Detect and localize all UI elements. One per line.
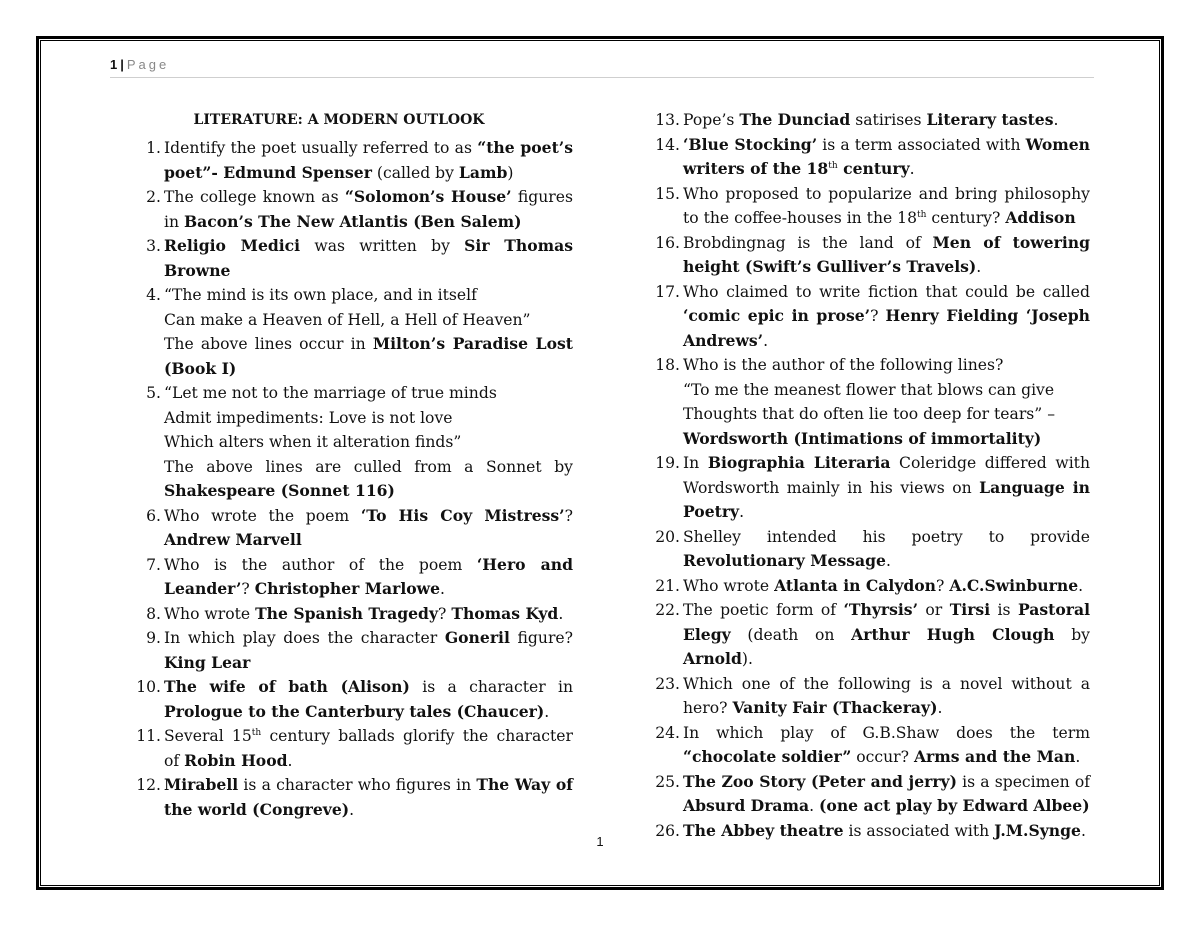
answer-text: ‘Thyrsis’ [843, 600, 919, 619]
item-number: 3. [146, 237, 161, 255]
answer-text: Christopher Marlowe [254, 579, 441, 598]
question-text: ? [438, 604, 452, 623]
item-number: 5. [146, 384, 161, 402]
list-item [135, 185, 573, 234]
item-number: 21. [655, 576, 680, 595]
list-item [654, 672, 1090, 721]
answer-text: Wordsworth (Intimations of immortality) [683, 428, 1042, 448]
item-number: 10. [136, 678, 161, 696]
footer-page-number: 1 [596, 834, 604, 849]
question-text: . [937, 699, 943, 717]
list-item [654, 353, 1090, 451]
item-number: 19. [655, 454, 680, 472]
question-text: . [763, 331, 769, 350]
question-text: . [287, 751, 293, 770]
question-text: . [440, 580, 445, 598]
question-text: is [990, 601, 1018, 619]
answer-text: century [837, 159, 910, 178]
question-text: Which one of the following is a novel without a hero? [683, 674, 1090, 717]
superscript: th [251, 727, 262, 738]
answer-text: Arthur Hugh Clough [851, 624, 1055, 644]
answer-text: Goneril [444, 628, 510, 647]
superscript: th [917, 209, 927, 220]
item-number: 13. [655, 111, 680, 129]
question-text: Identify the poet usually referred to as [164, 139, 478, 157]
item-number: 9. [146, 629, 161, 647]
question-text: . [349, 800, 355, 819]
question-text: Shelley intended his poetry to provide [683, 527, 1090, 546]
question-text: The poetic form of [683, 601, 844, 619]
question-text: . [558, 604, 564, 623]
item-number: 15. [655, 184, 680, 203]
item-number: 14. [655, 135, 680, 154]
question-text: In [683, 454, 708, 472]
list-item [654, 182, 1090, 231]
answer-text: Sir Thomas Browne [164, 236, 573, 280]
question-text: In which play does the character [164, 629, 445, 647]
list-item [654, 721, 1090, 770]
right-column [654, 108, 1090, 843]
answer-text: Shakespeare (Sonnet 116) [164, 481, 395, 500]
question-text: century? [926, 209, 1006, 227]
question-text: is associated with [843, 821, 995, 840]
question-text: is a character in [409, 678, 573, 696]
item-number: 20. [655, 527, 680, 546]
quote-line: “To me the meanest flower that blows can give [683, 380, 1055, 399]
answer-text: King Lear [164, 652, 251, 672]
item-number: 18. [655, 356, 680, 374]
header-page-label: Page [126, 57, 170, 72]
question-text: figure? [509, 629, 573, 647]
answer-text: Literary tastes [926, 110, 1054, 129]
question-text: Coleridge differed with Wordsworth mainly in his views on [683, 454, 1090, 497]
question-text: is a character who figures in [238, 776, 477, 794]
question-text: . [1053, 111, 1059, 129]
answer-text: Language in Poetry [683, 477, 1090, 521]
question-text: . [739, 503, 745, 521]
question-text: is a term associated with [817, 135, 1026, 154]
answer-text: Bacon’s The New Atlantis (Ben Salem) [184, 211, 522, 231]
list-item [654, 574, 1090, 599]
item-number: 23. [655, 674, 680, 693]
answer-text: Religio Medici [164, 236, 301, 255]
list-item [135, 553, 573, 602]
question-text: ) [507, 163, 514, 182]
quote-line: Thoughts that do often lie too deep for tears” – [683, 405, 1056, 423]
question-text: ? [564, 506, 573, 525]
question-text: The above lines occur in [164, 335, 373, 353]
question-text: . [976, 258, 982, 276]
list-item [135, 381, 573, 504]
question-text: is a specimen of [957, 772, 1091, 791]
list-item [135, 675, 573, 724]
item-number: 6. [146, 506, 161, 525]
list-item [135, 773, 573, 822]
answer-text: Lamb [458, 162, 508, 182]
list-item [135, 602, 573, 627]
question-text: ? [936, 576, 950, 595]
item-number: 2. [146, 188, 161, 206]
list-item [135, 234, 573, 283]
answer-text: “the poet’s poet”- Edmund Spenser [164, 138, 573, 182]
answer-text: Revolutionary Message [683, 551, 886, 570]
item-number: 22. [655, 601, 680, 619]
answer-text: Pastoral Elegy [683, 600, 1090, 644]
list-item [135, 724, 573, 773]
answer-text: The Dunciad [739, 110, 851, 129]
list-item [135, 626, 573, 675]
list-item [135, 136, 573, 185]
question-text: . [909, 160, 915, 178]
list-item [654, 133, 1090, 182]
item-number: 26. [655, 821, 680, 840]
question-text: Who proposed to popularize and bring philosophy to the coffee-houses in the 18 [683, 184, 1090, 227]
list-item [654, 770, 1090, 819]
question-text: Who is the author of the following lines? [683, 356, 1004, 374]
superscript: th [828, 160, 838, 171]
answer-text: The Spanish Tragedy [255, 603, 439, 623]
answer-text: Atlanta in Calydon [774, 575, 937, 595]
answer-text: Mirabell [164, 775, 239, 794]
quote-line: Admit impediments: Love is not love [164, 408, 453, 427]
question-text: Who wrote the poem [164, 506, 361, 525]
list-item [654, 451, 1090, 525]
answer-text: Henry Fielding ‘Joseph Andrews’ [683, 306, 1090, 350]
question-text: Brobdingnag is the land of [683, 233, 933, 252]
answer-text: ‘Blue Stocking’ [683, 134, 818, 154]
list-item [654, 231, 1090, 280]
answer-text: Milton’s Paradise Lost (Book I) [164, 334, 573, 378]
question-text: . [1078, 576, 1084, 595]
question-text: or [918, 601, 950, 619]
answer-text: A.C.Swinburne [949, 575, 1079, 595]
answer-text: Prologue to the Canterbury tales (Chaucer) [164, 701, 545, 721]
question-text: ). [741, 650, 753, 668]
quote-line: “The mind is its own place, and in itself [164, 286, 477, 304]
item-number: 16. [655, 233, 680, 252]
question-text: . [885, 552, 891, 570]
answer-text: Women writers of the 18 [683, 134, 1090, 178]
answer-text: ‘comic epic in prose’ [683, 306, 871, 325]
question-text: Who wrote [164, 604, 256, 623]
item-number: 25. [655, 772, 680, 791]
item-number: 4. [146, 286, 161, 304]
document-title: LITERATURE: A MODERN OUTLOOK [193, 112, 485, 128]
question-text: Several 15 [164, 727, 252, 745]
question-text: ? [241, 580, 255, 598]
question-text: satirises [850, 111, 927, 129]
answer-text: Men of towering height (Swift’s Gulliver’s Travels) [683, 232, 1090, 276]
answer-text: Thomas Kyd [451, 603, 559, 623]
question-text: century ballads glorify the character of [164, 727, 573, 770]
question-text: The above lines are culled from a Sonnet by [164, 457, 573, 476]
left-column [135, 108, 573, 822]
list-item [654, 525, 1090, 574]
question-text: In which play of G.B.Shaw does the term [683, 723, 1090, 742]
item-number: 12. [136, 776, 161, 794]
question-text: Who claimed to write fiction that could be called [683, 282, 1090, 301]
question-text: . [809, 797, 820, 815]
answer-text: Andrew Marvell [164, 530, 302, 549]
question-text: . [544, 702, 550, 721]
question-text: occur? [851, 748, 914, 766]
quote-line: “Let me not to the marriage of true minds [164, 384, 497, 402]
answer-text: The Way of the world (Congreve) [164, 775, 573, 819]
question-text: (death on [730, 625, 852, 644]
answer-text: The Abbey theatre [683, 820, 844, 840]
answer-text: Vanity Fair (Thackeray) [732, 698, 938, 717]
item-number: 1. [146, 139, 161, 157]
question-text: . [1075, 748, 1081, 766]
answer-text: “chocolate soldier” [683, 747, 852, 766]
answer-text: The wife of bath (Alison) [164, 677, 410, 696]
question-text: by [1054, 625, 1090, 644]
answer-text: Robin Hood [184, 750, 288, 770]
answer-text: ‘Hero and Leander’ [164, 554, 573, 598]
answer-text: Biographia Literaria [707, 453, 891, 472]
list-item [654, 819, 1090, 844]
question-text: Who wrote [683, 576, 775, 595]
answer-text: The Zoo Story (Peter and jerry) [683, 771, 957, 791]
answer-text: Tirsi [949, 600, 991, 619]
answer-text: (one act play by Edward Albee) [819, 796, 1090, 815]
answer-text: J.M.Synge [994, 820, 1081, 840]
question-text: figures in [164, 188, 573, 231]
list-item [654, 108, 1090, 133]
item-number: 17. [655, 282, 680, 301]
header-page-number: 1 [110, 57, 118, 72]
list-item [135, 283, 573, 381]
list-item [135, 504, 573, 553]
answer-text: Addison [1005, 208, 1076, 227]
header-separator: | [120, 57, 124, 72]
item-number: 8. [146, 604, 161, 623]
quote-line: Which alters when it alteration finds” [164, 433, 462, 451]
answer-text: Arms and the Man [913, 747, 1076, 766]
question-text: was written by [300, 237, 465, 255]
question-text: The college known as [164, 188, 345, 206]
answer-text: Arnold [683, 649, 742, 668]
question-text: Who is the author of the poem [164, 555, 477, 574]
list-item [654, 598, 1090, 672]
question-text: ? [870, 307, 886, 325]
question-text: (called by [371, 163, 459, 182]
answer-text: ‘To His Coy Mistress’ [360, 505, 565, 525]
question-text: Pope’s [683, 111, 740, 129]
answer-text: “Solomon’s House’ [344, 187, 512, 206]
item-number: 7. [146, 555, 161, 574]
list-item [654, 280, 1090, 354]
question-text: . [1080, 821, 1086, 840]
answer-text: Absurd Drama [683, 796, 810, 815]
quote-line: Can make a Heaven of Hell, a Hell of Heaven” [164, 310, 531, 329]
page-header [110, 57, 1094, 78]
item-number: 11. [136, 727, 161, 745]
item-number: 24. [655, 723, 680, 742]
